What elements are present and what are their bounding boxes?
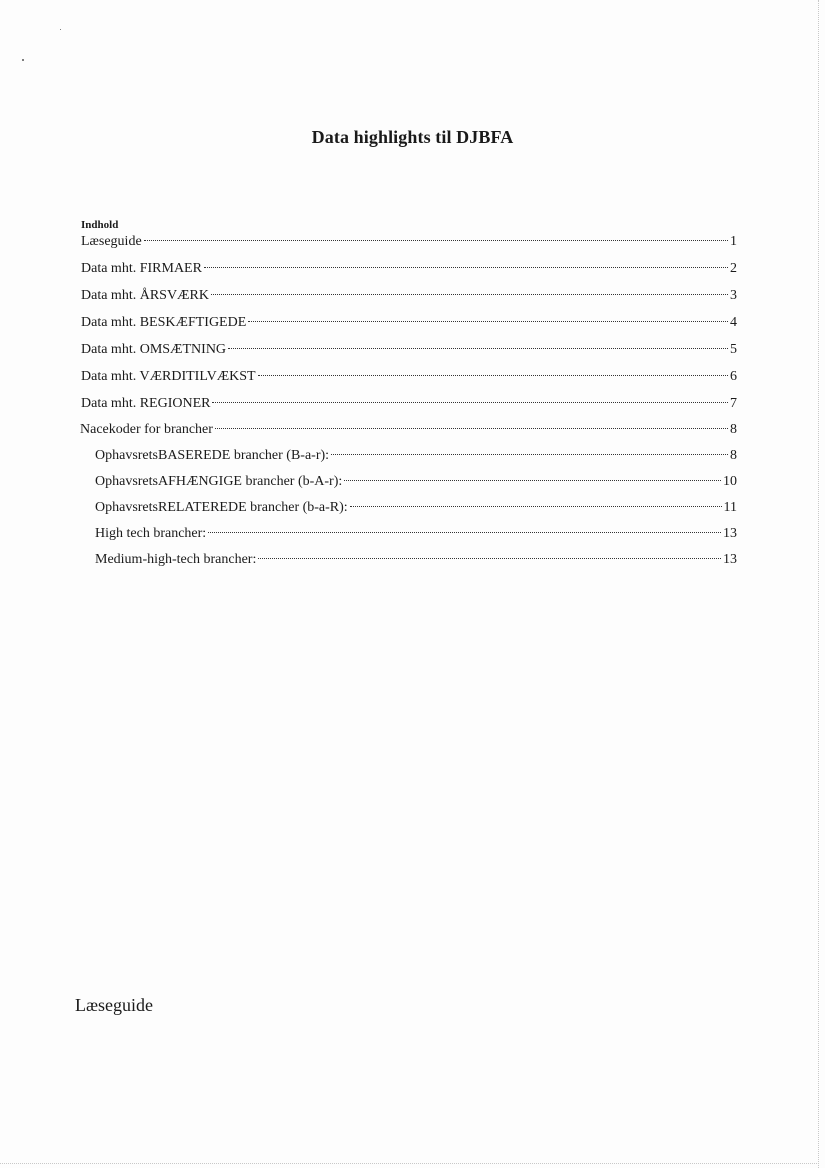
toc-entry-label: Medium-high-tech brancher: <box>95 552 257 567</box>
section-heading: Læseguide <box>75 995 153 1015</box>
toc-entry-page: 10 <box>723 474 737 489</box>
toc-entry[interactable] <box>81 286 737 306</box>
toc-subentry[interactable] <box>95 524 737 544</box>
toc-entry-label: OphavsretsAFHÆNGIGE brancher (b-A-r): <box>95 474 343 489</box>
document-title: Data highlights til DJBFA <box>311 127 514 147</box>
toc-entry-page: 3 <box>730 288 737 303</box>
toc-entry-page: 7 <box>730 396 737 411</box>
toc-leader-dots <box>248 321 728 322</box>
toc-entry-page: 5 <box>730 342 737 357</box>
toc-entry[interactable] <box>80 420 737 440</box>
toc-entry-page: 6 <box>730 369 737 384</box>
toc-leader-dots <box>144 240 728 241</box>
toc-leader-dots <box>208 532 721 533</box>
toc-entry-label: OphavsretsBASEREDE brancher (B-a-r): <box>95 448 330 463</box>
toc-entry-label: Data mht. BESKÆFTIGEDE <box>81 315 247 330</box>
toc-leader-dots <box>258 375 728 376</box>
toc-leader-dots <box>204 267 728 268</box>
toc-leader-dots <box>350 506 722 507</box>
toc-heading: Indhold <box>81 219 119 231</box>
page-edge-bottom <box>0 1163 819 1164</box>
toc-entry-label: OphavsretsRELATEREDE brancher (b-a-R): <box>95 500 348 515</box>
scan-speck <box>60 29 61 30</box>
toc-entry-page: 13 <box>723 552 737 567</box>
toc-entry-page: 13 <box>723 526 737 541</box>
toc-entry-page: 4 <box>730 315 737 330</box>
toc-entry-page: 2 <box>730 261 737 276</box>
toc-entry-label: High tech brancher: <box>95 526 207 541</box>
toc-leader-dots <box>211 294 728 295</box>
toc-entry-label: Data mht. REGIONER <box>81 396 211 411</box>
toc-entry-label: Data mht. ÅRSVÆRK <box>81 288 209 303</box>
toc-entry[interactable] <box>81 394 737 414</box>
toc-entry-page: 8 <box>730 448 737 463</box>
toc-leader-dots <box>258 558 721 559</box>
toc-entry-label: Nacekoder for brancher <box>80 422 213 437</box>
toc-subentry[interactable] <box>95 550 737 570</box>
toc-subentry[interactable] <box>95 446 737 466</box>
toc-entry[interactable] <box>81 259 737 279</box>
page-edge-right <box>818 0 819 1168</box>
toc-entry-label: Data mht. VÆRDITILVÆKST <box>81 369 256 384</box>
toc-leader-dots <box>228 348 728 349</box>
toc-entry[interactable] <box>81 232 737 252</box>
toc-entry-page: 1 <box>730 234 737 249</box>
toc-entry[interactable] <box>81 340 737 360</box>
toc-subentry[interactable] <box>95 498 737 518</box>
toc-leader-dots <box>331 454 728 455</box>
toc-entry-page: 8 <box>730 422 737 437</box>
toc-entry-label: Data mht. OMSÆTNING <box>81 342 227 357</box>
toc-entry-page: 11 <box>723 500 737 515</box>
toc-entry-label: Læseguide <box>81 234 142 249</box>
toc-entry[interactable] <box>81 313 737 333</box>
toc-subentry[interactable] <box>95 472 737 492</box>
scan-speck <box>22 59 24 61</box>
toc-leader-dots <box>215 428 728 429</box>
toc-leader-dots <box>212 402 728 403</box>
toc-entry[interactable] <box>81 367 737 387</box>
toc-entry-label: Data mht. FIRMAER <box>81 261 202 276</box>
toc-leader-dots <box>344 480 721 481</box>
